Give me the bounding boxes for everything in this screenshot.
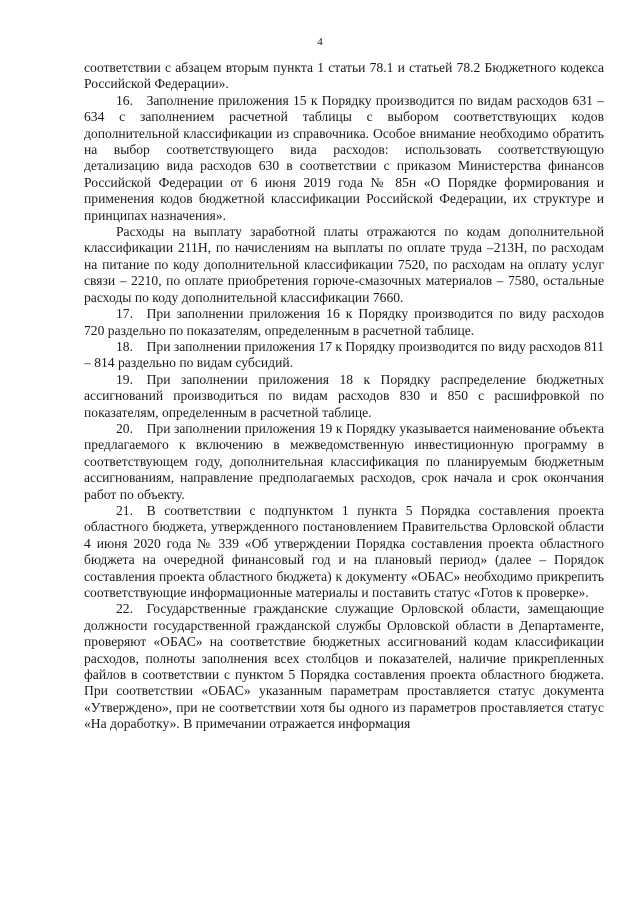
document-body [84, 60, 604, 733]
paragraph-17: 17. При заполнении приложения 16 к Порядку производится по виду расходов 720 раздельно по показателям, определенным в расчетной таблице. [84, 306, 604, 338]
page-number: 4 [317, 36, 323, 48]
paragraph-18: 18. При заполнении приложения 17 к Порядку производится по виду расходов 811 – 814 раздельно по видам субсидий. [84, 338, 604, 371]
paragraph-continuation: соответствии с абзацем вторым пункта 1 статьи 78.1 и статьей 78.2 Бюджетного кодекса Российской Федерации». [84, 60, 604, 92]
paragraph-16: 16. Заполнение приложения 15 к Порядку производится по видам расходов 631 – 634 с заполнением расчетной таблицы с выбором соответствующих кодов дополнительной классификации из справочника. Особое внимание необходимо обратить на выбор соответствующего вида расходов: использовать соответствующую детализацию вида расходов 630 в соответствии с приказом Министерства финансов Российской Федерации от 6 июня 2019 года № 85н «О Порядке формирования и применения кодов бюджетной классификации Российской Федерации, их структуре и принципах назначения». [84, 92, 604, 223]
paragraph-19: 19. При заполнении приложения 18 к Порядку распределение бюджетных ассигнований производиться по видам расходов 830 и 850 с расшифровкой по показателям, определенным в расчетной таблице. [84, 371, 604, 420]
paragraph-20: 20. При заполнении приложения 19 к Порядку указывается наименование объекта предлагаемого к включению в межведомственную инвестиционную программу в соответствующем году, дополнительная классификация по планируемым бюджетным ассигнованиям, направление предполагаемых расходов, срок начала и срок окончания работ по объекту. [84, 420, 604, 502]
paragraph-22: 22. Государственные гражданские служащие Орловской области, замещающие должности государственной гражданской службы Орловской области в Департаменте, проверяют «ОБАС» на соответствие бюджетных ассигнований кодам классификации расходов, полноты заполнения всех столбцов и показателей, наличие прикрепленных файлов в соответствии с пунктом 5 Порядка составления проекта областного бюджета. При соответствии «ОБАС» указанным параметрам проставляется статус документа «Утверждено», при не соответствии хотя бы одного из параметров проставляется статус «На доработку». В примечании отражается информация [84, 601, 604, 732]
paragraph-21: 21. В соответствии с подпунктом 1 пункта 5 Порядка составления проекта областного бюджета, утвержденного постановлением Правительства Орловской области 4 июня 2020 года № 339 «Об утверждении Порядка составления проекта областного бюджета на очередной финансовый год и на плановый период» (далее – Порядок составления проекта областного бюджета) к документу «ОБАС» необходимо прикрепить соответствующие информационные материалы и поставить статус «Готов к проверке». [84, 502, 604, 600]
paragraph-16-expenses: Расходы на выплату заработной платы отражаются по кодам дополнительной классификации 211Н, по начислениям на выплаты по оплате труда –213Н, по расходам на питание по коду дополнительной классификации 7520, по расходам на оплату услуг связи – 2210, по оплате приобретения горюче-смазочных материалов – 7580, остальные расходы по коду дополнительной классификации 7660. [84, 224, 604, 305]
